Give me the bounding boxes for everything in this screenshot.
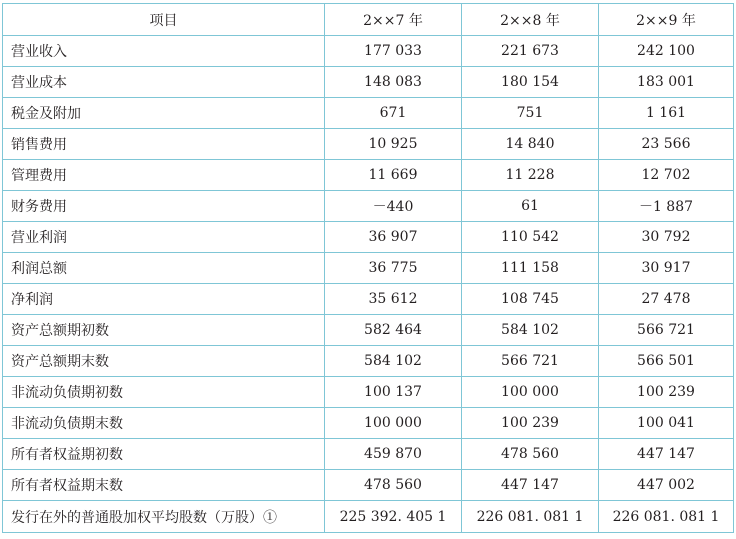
table-row — [3, 191, 734, 222]
table-row — [3, 377, 734, 408]
row-value-year-1: 35 612 — [325, 284, 462, 315]
financial-data-table — [2, 3, 734, 533]
table-row — [3, 315, 734, 346]
row-value-year-2: 221 673 — [462, 36, 599, 67]
row-value-year-2: 584 102 — [462, 315, 599, 346]
row-label: 所有者权益期末数 — [3, 470, 325, 501]
table-row — [3, 439, 734, 470]
table-row — [3, 222, 734, 253]
row-value-year-2: 110 542 — [462, 222, 599, 253]
row-label: 所有者权益期初数 — [3, 439, 325, 470]
row-label: 资产总额期初数 — [3, 315, 325, 346]
row-value-year-1: 100 137 — [325, 377, 462, 408]
table-row — [3, 284, 734, 315]
row-value-year-3: 183 001 — [599, 67, 734, 98]
header-item: 项目 — [3, 4, 325, 36]
row-value-year-2: 447 147 — [462, 470, 599, 501]
row-label: 资产总额期末数 — [3, 346, 325, 377]
row-value-year-3: 30 792 — [599, 222, 734, 253]
header-year-2: 2××8 年 — [462, 4, 599, 36]
table-row — [3, 129, 734, 160]
row-value-year-1: 582 464 — [325, 315, 462, 346]
row-value-year-2: 226 081. 081 1 — [462, 501, 599, 533]
header-year-3: 2××9 年 — [599, 4, 734, 36]
row-value-year-3: 566 721 — [599, 315, 734, 346]
row-value-year-2: 14 840 — [462, 129, 599, 160]
row-label: 发行在外的普通股加权平均股数（万股）① — [3, 501, 325, 533]
row-value-year-2: 100 000 — [462, 377, 599, 408]
row-value-year-2: 108 745 — [462, 284, 599, 315]
table-row — [3, 160, 734, 191]
table-row — [3, 67, 734, 98]
table-body — [3, 36, 734, 533]
row-label: 财务费用 — [3, 191, 325, 222]
row-value-year-3: 447 147 — [599, 439, 734, 470]
row-value-year-2: 478 560 — [462, 439, 599, 470]
table-row — [3, 253, 734, 284]
table-row — [3, 98, 734, 129]
row-label: 非流动负债期末数 — [3, 408, 325, 439]
row-value-year-2: 61 — [462, 191, 599, 222]
table-row — [3, 501, 734, 533]
row-value-year-3: 30 917 — [599, 253, 734, 284]
row-value-year-3: 27 478 — [599, 284, 734, 315]
row-value-year-2: 11 228 — [462, 160, 599, 191]
row-label: 营业收入 — [3, 36, 325, 67]
row-value-year-2: 100 239 — [462, 408, 599, 439]
row-value-year-1: 671 — [325, 98, 462, 129]
row-label: 利润总额 — [3, 253, 325, 284]
row-value-year-3: 226 081. 081 1 — [599, 501, 734, 533]
row-value-year-2: 111 158 — [462, 253, 599, 284]
row-value-year-1: 459 870 — [325, 439, 462, 470]
row-label: 管理费用 — [3, 160, 325, 191]
row-value-year-3: 100 239 — [599, 377, 734, 408]
row-label: 税金及附加 — [3, 98, 325, 129]
row-value-year-1: 177 033 — [325, 36, 462, 67]
row-value-year-1: 36 775 — [325, 253, 462, 284]
row-value-year-3: 242 100 — [599, 36, 734, 67]
row-value-year-1: 100 000 — [325, 408, 462, 439]
row-value-year-3: 100 041 — [599, 408, 734, 439]
financial-table-container — [2, 3, 734, 533]
row-value-year-1: 36 907 — [325, 222, 462, 253]
row-value-year-1: 148 083 — [325, 67, 462, 98]
row-value-year-1: 11 669 — [325, 160, 462, 191]
row-value-year-1: 478 560 — [325, 470, 462, 501]
row-label: 销售费用 — [3, 129, 325, 160]
row-value-year-2: 180 154 — [462, 67, 599, 98]
row-value-year-1: 10 925 — [325, 129, 462, 160]
row-value-year-3: 12 702 — [599, 160, 734, 191]
row-value-year-3: 23 566 — [599, 129, 734, 160]
row-label: 营业成本 — [3, 67, 325, 98]
row-label: 净利润 — [3, 284, 325, 315]
row-label: 营业利润 — [3, 222, 325, 253]
row-label: 非流动负债期初数 — [3, 377, 325, 408]
table-row — [3, 36, 734, 67]
row-value-year-3: 1 161 — [599, 98, 734, 129]
table-row — [3, 346, 734, 377]
row-value-year-1: 225 392. 405 1 — [325, 501, 462, 533]
header-year-1: 2××7 年 — [325, 4, 462, 36]
row-value-year-1: －440 — [325, 191, 462, 222]
row-value-year-3: －1 887 — [599, 191, 734, 222]
table-header-row — [3, 4, 734, 36]
row-value-year-2: 751 — [462, 98, 599, 129]
table-row — [3, 470, 734, 501]
row-value-year-3: 447 002 — [599, 470, 734, 501]
row-value-year-1: 584 102 — [325, 346, 462, 377]
table-row — [3, 408, 734, 439]
row-value-year-3: 566 501 — [599, 346, 734, 377]
row-value-year-2: 566 721 — [462, 346, 599, 377]
